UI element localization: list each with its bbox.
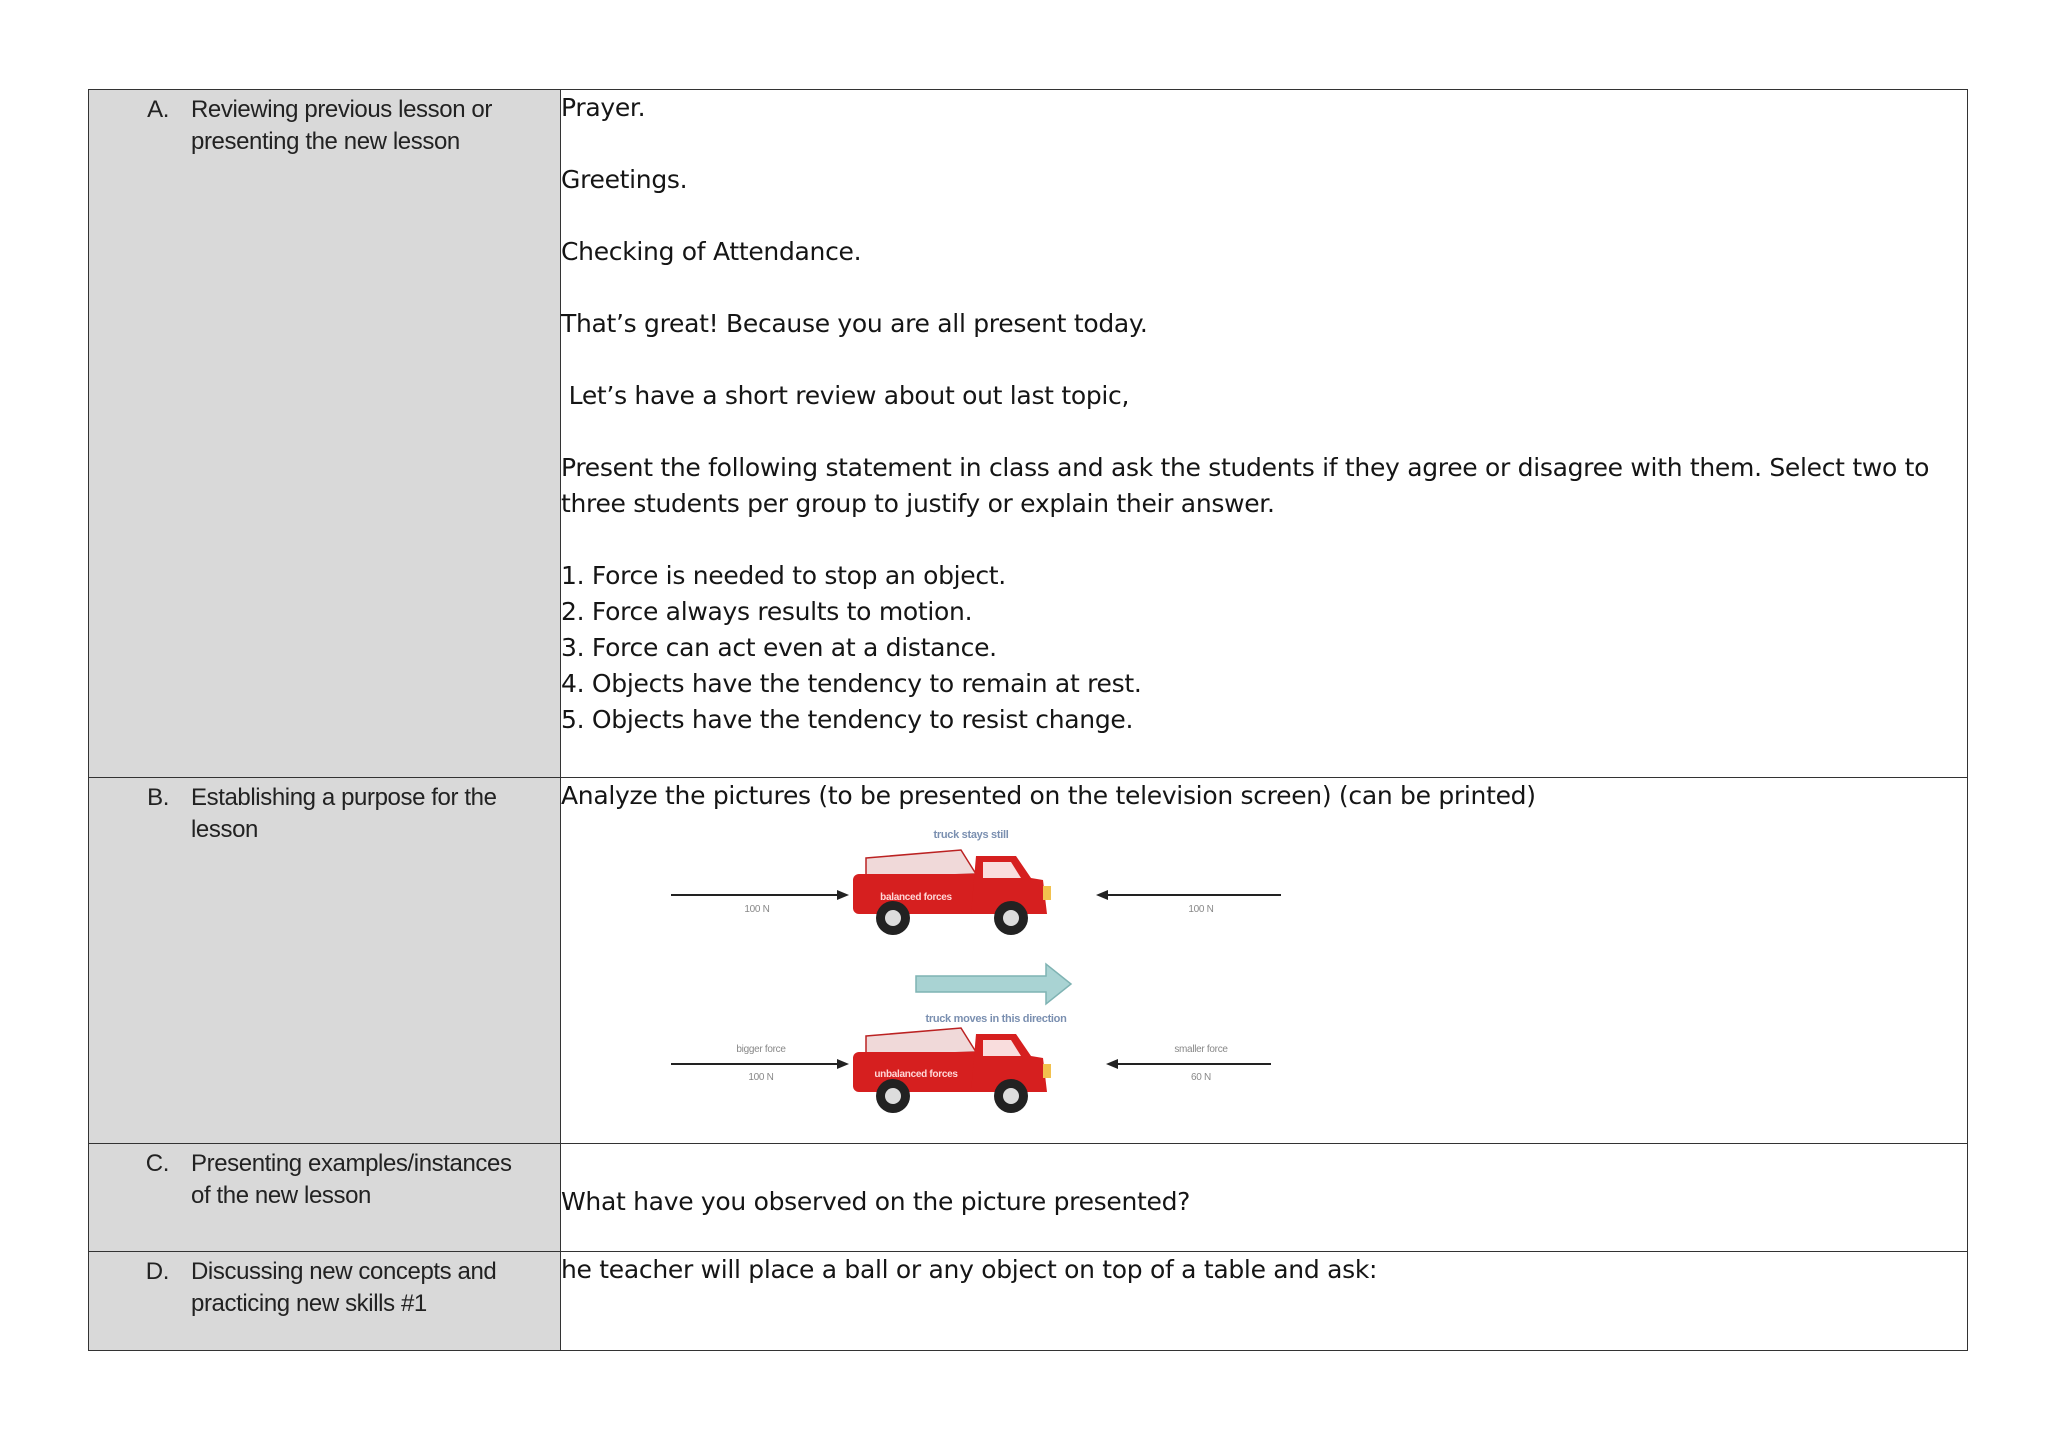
top-body-label: balanced forces [880, 892, 952, 903]
list-item: 2. Force always results to motion. [561, 597, 973, 626]
top-right-force-label: 100 N [1188, 904, 1214, 915]
content-cell-c [561, 1144, 1968, 1252]
content-cell-a [561, 90, 1968, 778]
lesson-row-a [89, 90, 1968, 778]
top-left-arrowhead [837, 890, 849, 900]
step-letter: D. [145, 1258, 169, 1285]
bottom-left-arrowhead [837, 1059, 849, 1069]
content-cell-b [561, 778, 1968, 1144]
lesson-row-b [89, 778, 1968, 1144]
statement-list [561, 558, 1967, 738]
truck-forces-illustration [671, 814, 1311, 1134]
content-cell-d [561, 1252, 1968, 1351]
bottom-right-arrowhead [1106, 1059, 1118, 1069]
step-cell-d [89, 1252, 561, 1351]
bottom-caption: truck moves in this direction [925, 1013, 1067, 1025]
instructions-paragraph: Present the following statement in class and ask the students if they agree or disagree with them. Select two to three students per group to justify or explain their answer. [561, 453, 1930, 518]
observation-question: What have you observed on the picture presented? [561, 1187, 1191, 1216]
list-item: 4. Objects have the tendency to remain at rest. [561, 669, 1142, 698]
top-left-force-label: 100 N [744, 904, 770, 915]
step-title: Discussing new concepts and practicing new skills #1 [191, 1258, 497, 1317]
step-title: Presenting examples/instances of the new lesson [191, 1150, 512, 1209]
step-title: Establishing a purpose for the lesson [191, 784, 497, 843]
lesson-row-c [89, 1144, 1968, 1252]
prayer-line: Prayer. [561, 93, 646, 122]
top-caption: truck stays still [933, 829, 1009, 841]
step-cell-b [89, 778, 561, 1144]
list-item: 1. Force is needed to stop an object. [561, 561, 1006, 590]
direction-arrow [916, 964, 1071, 1004]
list-item: 5. Objects have the tendency to resist change. [561, 705, 1134, 734]
attendance-line: Checking of Attendance. [561, 237, 862, 266]
analyze-instruction: Analyze the pictures (to be presented on the television screen) (can be printed) [561, 781, 1536, 810]
bottom-left-label: bigger force [736, 1044, 786, 1055]
teacher-instruction: he teacher will place a ball or any object on top of a table and ask: [561, 1255, 1378, 1284]
lesson-row-d [89, 1252, 1968, 1351]
step-letter: C. [145, 1150, 169, 1177]
bottom-right-label: smaller force [1174, 1044, 1228, 1055]
step-letter: A. [147, 96, 169, 123]
list-item: 3. Force can act even at a distance. [561, 633, 997, 662]
greetings-line: Greetings. [561, 165, 688, 194]
top-right-arrowhead [1096, 890, 1108, 900]
bottom-right-force-label: 60 N [1191, 1072, 1211, 1083]
step-letter: B. [147, 784, 169, 811]
truck-forces-figure [671, 814, 1311, 1134]
step-cell-a [89, 90, 561, 778]
bottom-left-force-label: 100 N [748, 1072, 774, 1083]
lesson-plan-table [88, 89, 1968, 1351]
present-today-line: That’s great! Because you are all present today. [561, 309, 1148, 338]
review-line: Let’s have a short review about out last topic, [561, 381, 1130, 410]
bottom-body-label: unbalanced forces [874, 1069, 958, 1080]
step-cell-c [89, 1144, 561, 1252]
step-title: Reviewing previous lesson or presenting the new lesson [191, 96, 492, 155]
